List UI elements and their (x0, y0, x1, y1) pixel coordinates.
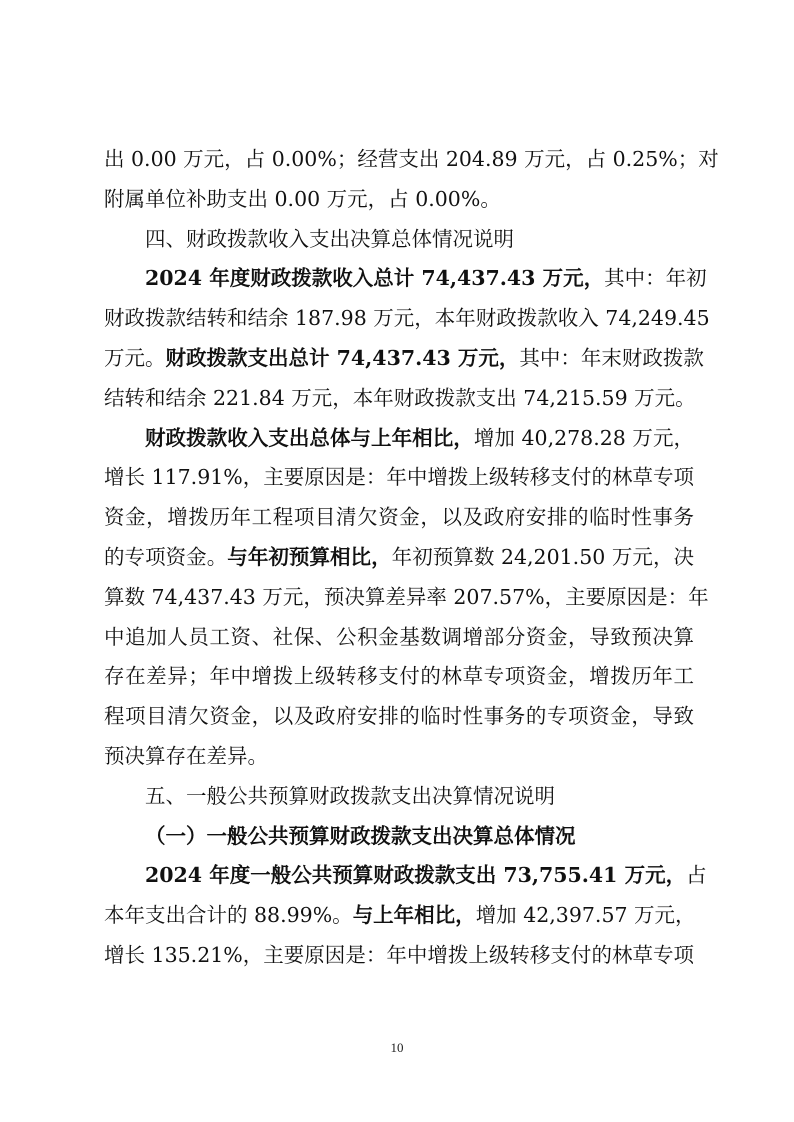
text-line (104, 259, 707, 299)
text-span: 结转和结余 221.84 万元，本年财政拨款支出 74,215.59 万元。 (104, 385, 696, 410)
text-line (104, 538, 694, 578)
text-span: 增长 135.21%，主要原因是：年中增拨上级转移支付的林草专项 (104, 942, 694, 967)
text-line (104, 220, 694, 260)
text-line (104, 339, 704, 379)
text-span: 增加 42,397.57 万元， (475, 903, 696, 928)
text-span: 增加 40,278.28 万元， (473, 425, 694, 450)
text-line (104, 578, 709, 618)
bold-text: 财政拨款支出总计 74,437.43 万元， (165, 345, 520, 370)
bold-text: 2024 年度一般公共预算财政拨款支出 73,755.41 万元， (145, 863, 687, 888)
text-span: 五、一般公共预算财政拨款支出决算情况说明 (145, 783, 555, 808)
text-line (104, 697, 694, 737)
text-line (104, 817, 694, 857)
text-span: 其中：年初 (604, 266, 707, 291)
text-span: 增长 117.91%，主要原因是：年中增拨上级转移支付的林草专项 (104, 465, 694, 490)
text-line (104, 896, 694, 936)
text-line (104, 140, 719, 180)
text-line (104, 379, 694, 419)
text-line (104, 657, 694, 697)
text-span: 本年支出合计的 88.99%。 (104, 903, 353, 928)
bold-text: 财政拨款收入支出总体与上年相比， (145, 425, 474, 450)
bold-text: 与年初预算相比， (227, 544, 392, 569)
text-line (104, 777, 694, 817)
text-span: 四、财政拨款收入支出决算总体情况说明 (145, 226, 514, 251)
text-span: 中追加人员工资、社保、公积金基数调增部分资金，导致预决算 (104, 624, 694, 649)
document-body (104, 140, 719, 976)
page-number: 10 (390, 1040, 404, 1055)
text-span: 算数 74,437.43 万元，预决算差异率 207.57%，主要原因是：年 (104, 584, 709, 609)
text-line (104, 856, 707, 896)
text-span: 财政拨款结转和结余 187.98 万元，本年财政拨款收入 74,249.45 (104, 306, 710, 331)
text-line (104, 458, 694, 498)
text-span: 其中：年末财政拨款 (519, 345, 704, 370)
text-line (104, 936, 694, 976)
text-span: 占 (686, 863, 707, 888)
text-span: 年初预算数 24,201.50 万元，决 (391, 544, 694, 569)
text-line (104, 737, 694, 777)
text-line (104, 180, 694, 220)
text-span: 出 0.00 万元，占 0.00%；经营支出 204.89 万元，占 0.25%；对 (104, 147, 719, 171)
text-span: 的专项资金。 (104, 544, 228, 569)
bold-text: 与上年相比， (352, 903, 476, 928)
bold-text: 2024 年度财政拨款收入总计 74,437.43 万元， (145, 266, 605, 291)
text-span: 资金，增拨历年工程项目清欠资金，以及政府安排的临时性事务 (104, 505, 694, 530)
bold-text: （一）一般公共预算财政拨款支出决算总体情况 (145, 823, 576, 848)
text-line (104, 419, 694, 459)
text-span: 存在差异；年中增拨上级转移支付的林草专项资金，增拨历年工 (104, 664, 694, 689)
text-line (104, 299, 710, 339)
text-span: 万元。 (104, 345, 166, 370)
text-line (104, 498, 694, 538)
text-line (104, 618, 694, 658)
text-span: 预决算存在差异。 (104, 743, 268, 768)
text-span: 附属单位补助支出 0.00 万元，占 0.00%。 (104, 186, 501, 211)
text-span: 程项目清欠资金，以及政府安排的临时性事务的专项资金，导致 (104, 704, 694, 729)
